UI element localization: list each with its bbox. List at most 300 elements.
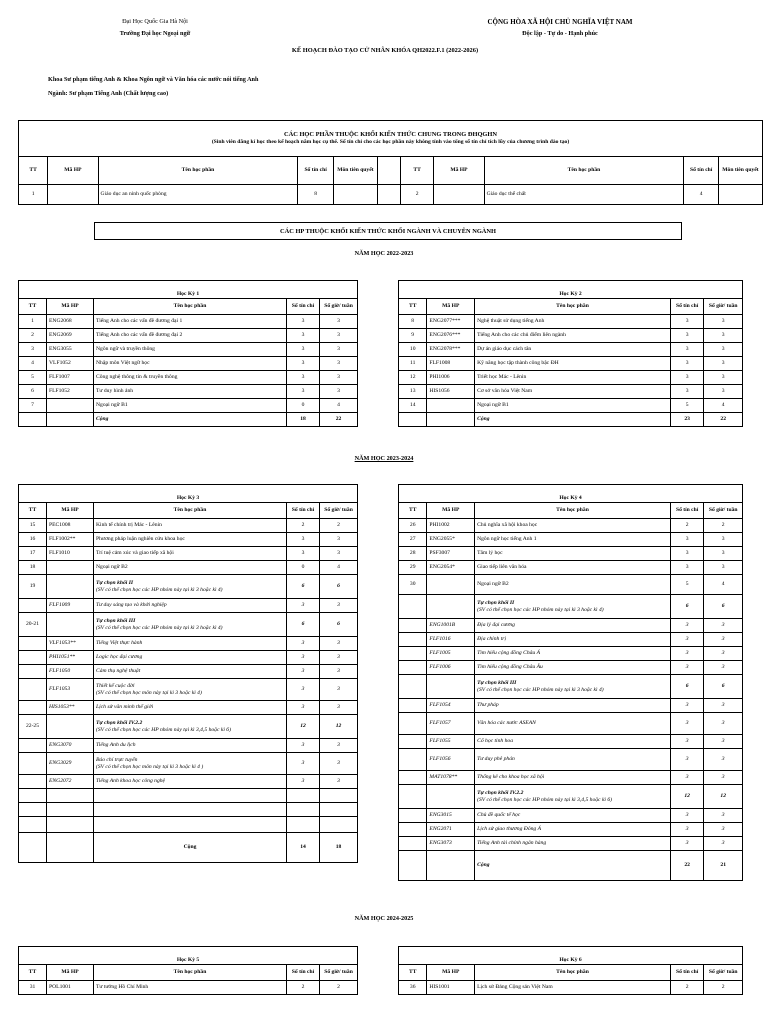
cell: 4 xyxy=(19,357,47,371)
sem1-title: Học Kỳ 1 xyxy=(19,281,358,299)
cell xyxy=(94,575,287,599)
cell: Tiếng Anh cho các chủ điểm liên ngành xyxy=(475,329,671,343)
group-note: (SV có thể chọn học các HP nhóm này tại kì 3 hoặc kì 4) xyxy=(96,624,223,631)
table-row xyxy=(19,817,358,833)
table-row xyxy=(19,575,358,599)
cell: 3 xyxy=(670,771,703,785)
cell: PHI1002 xyxy=(427,519,475,533)
cell: 0 xyxy=(287,561,320,575)
cell: 3 xyxy=(704,699,743,713)
table-row xyxy=(399,561,743,575)
header-cell: Số tín chỉ xyxy=(287,965,320,981)
cell xyxy=(399,771,427,785)
cell: 3 xyxy=(670,315,703,329)
cell xyxy=(399,735,427,749)
cell xyxy=(287,789,320,803)
cell: 5 xyxy=(19,371,47,385)
total-cell xyxy=(19,833,47,863)
table-row xyxy=(19,679,358,701)
cell: ENG3029 xyxy=(47,753,94,775)
cell: Cảm thụ nghệ thuật xyxy=(94,665,287,679)
cell xyxy=(47,803,94,817)
cell: FLF1056 xyxy=(427,749,475,771)
cell: ENG2054* xyxy=(427,561,475,575)
cell xyxy=(19,679,47,701)
cell: ENG2072 xyxy=(47,775,94,789)
cell xyxy=(377,185,400,205)
cell: 3 xyxy=(320,371,358,385)
header-cell: Tên học phần xyxy=(94,299,287,315)
sem5-title-row xyxy=(19,947,358,965)
cell xyxy=(19,775,47,789)
cell: Công nghệ thông tin & truyền thông xyxy=(94,371,287,385)
cell xyxy=(399,837,427,851)
cell: 3 xyxy=(287,533,320,547)
cell: FLF1052 xyxy=(47,385,94,399)
cell: 3 xyxy=(704,385,743,399)
header-cell: Số tín chỉ xyxy=(287,503,320,519)
country-name: CỘNG HÒA XÃ HỘI CHỦ NGHĨA VIỆT NAM xyxy=(487,18,633,26)
total-cell: Cộng xyxy=(475,851,671,881)
cell: ENG2055* xyxy=(427,533,475,547)
cell: 10 xyxy=(399,343,427,357)
cell: Tiếng Anh cho các vấn đề đương đại 2 xyxy=(94,329,287,343)
table-row xyxy=(19,739,358,753)
cell: 3 xyxy=(670,647,703,661)
cell: 2 xyxy=(320,981,358,995)
cell: 12 xyxy=(704,785,743,809)
cell: Ngoại ngữ B1 xyxy=(94,399,287,413)
total-cell xyxy=(427,851,475,881)
cell xyxy=(19,599,47,613)
cell xyxy=(434,185,484,205)
cell xyxy=(19,817,47,833)
table-row xyxy=(19,599,358,613)
cell: Chủ nghĩa xã hội khoa học xyxy=(475,519,671,533)
cell: 3 xyxy=(320,385,358,399)
cell: Logic học đại cương xyxy=(94,651,287,665)
cell: 5 xyxy=(670,399,703,413)
cell: VLF1053** xyxy=(47,637,94,651)
cell xyxy=(427,785,475,809)
header-cell: Tên học phần xyxy=(94,503,287,519)
table-row xyxy=(399,735,743,749)
cell: Tìm hiểu cộng đồng Châu Âu xyxy=(475,661,671,675)
cell: 3 xyxy=(704,343,743,357)
header-cell: TT xyxy=(399,299,427,315)
cell: Nhập môn Việt ngữ học xyxy=(94,357,287,371)
cell: 3 xyxy=(670,809,703,823)
cell xyxy=(287,803,320,817)
table-row xyxy=(399,357,743,371)
cell: Tư duy phê phán xyxy=(475,749,671,771)
table-row xyxy=(399,575,743,595)
table-row xyxy=(399,519,743,533)
table-row xyxy=(399,547,743,561)
cell: 28 xyxy=(399,547,427,561)
cell: 26 xyxy=(399,519,427,533)
group-title: Tự chọn khối IV.2.2 xyxy=(477,790,524,797)
cell xyxy=(94,679,287,701)
cell: Giáo dục an ninh quốc phòng xyxy=(98,185,298,205)
header-cell: Tên học phần xyxy=(98,157,298,185)
table-row xyxy=(399,595,743,619)
header-cell: Mã HP xyxy=(48,157,98,185)
table-row xyxy=(19,561,358,575)
cell: ENG2078*** xyxy=(427,343,475,357)
header-cell: TT xyxy=(19,299,47,315)
cell xyxy=(94,753,287,775)
cell: 3 xyxy=(670,619,703,633)
cell: Cơ sở văn hóa Việt Nam xyxy=(475,385,671,399)
cell: 22-25 xyxy=(19,715,47,739)
table-row xyxy=(399,633,743,647)
table-row xyxy=(19,399,358,413)
table-row xyxy=(399,371,743,385)
cell: Tiếng Anh tài chính ngân hàng xyxy=(475,837,671,851)
cell: Văn hóa các nước ASEAN xyxy=(475,713,671,735)
cell xyxy=(47,789,94,803)
total-cell: Cộng xyxy=(475,413,671,427)
cell: 6 xyxy=(670,675,703,699)
cell: Giao tiếp liên văn hóa xyxy=(475,561,671,575)
cell: 3 xyxy=(670,547,703,561)
cell: 4 xyxy=(704,399,743,413)
header-cell: TT xyxy=(19,965,47,981)
cell: 3 xyxy=(287,385,320,399)
header-cell: Số tín chỉ xyxy=(670,503,703,519)
table-row xyxy=(19,715,358,739)
cell: 2 xyxy=(400,185,433,205)
table-row xyxy=(399,981,743,995)
cell: 3 xyxy=(320,329,358,343)
cell: 3 xyxy=(320,357,358,371)
cell xyxy=(94,613,287,637)
general-block-title: CÁC HỌC PHẦN THUỘC KHỐI KIẾN THỨC CHUNG TRONG ĐHQGHN xyxy=(284,131,497,139)
cell: 3 xyxy=(287,679,320,701)
cell: ENG2068 xyxy=(47,315,94,329)
cell: ENG2069 xyxy=(47,329,94,343)
sem2-title-row xyxy=(399,281,743,299)
cell: VLF1052 xyxy=(47,357,94,371)
cell: Kỹ năng học tập thành công bậc ĐH xyxy=(475,357,671,371)
cell: 9 xyxy=(399,329,427,343)
cell: 3 xyxy=(670,385,703,399)
cell: 5 xyxy=(670,575,703,595)
cell: Tư duy sáng tạo và khởi nghiệp xyxy=(94,599,287,613)
cell: FLF1050 xyxy=(47,665,94,679)
cell: Chủ đề quốc tế học xyxy=(475,809,671,823)
table-row xyxy=(19,533,358,547)
cell xyxy=(399,749,427,771)
cell: 3 xyxy=(670,533,703,547)
table-row xyxy=(399,699,743,713)
table-row xyxy=(399,343,743,357)
cell xyxy=(399,699,427,713)
header-cell: Mã HP xyxy=(427,299,475,315)
cell: 6 xyxy=(704,595,743,619)
cell: Tâm lý học xyxy=(475,547,671,561)
course-note: (SV có thể chọn học môn này tại kì 3 hoặc kì 4 ) xyxy=(96,763,204,770)
sem6-title: Học Kỳ 6 xyxy=(399,947,743,965)
cell xyxy=(333,185,377,205)
faculty-line: Khoa Sư phạm tiếng Anh & Khoa Ngôn ngữ và Văn hóa các nước nói tiếng Anh xyxy=(48,76,259,83)
table-row xyxy=(399,823,743,837)
sem3-header-row xyxy=(19,503,358,519)
sem5-header-row xyxy=(19,965,358,981)
group-title: Tự chọn khối IV.2.2 xyxy=(96,720,143,727)
header-cell: Số tín chỉ xyxy=(287,299,320,315)
cell xyxy=(19,739,47,753)
cell: 4 xyxy=(320,399,358,413)
cell: Ngôn ngữ học tiếng Anh 1 xyxy=(475,533,671,547)
cell: Dự án giáo dục cách tân xyxy=(475,343,671,357)
cell: 3 xyxy=(287,599,320,613)
cell: ENG2076*** xyxy=(427,329,475,343)
spacer-cell xyxy=(377,157,400,185)
table-row xyxy=(19,651,358,665)
cell: Triết học Mác - Lênin xyxy=(475,371,671,385)
cell: 15 xyxy=(19,519,47,533)
table-row xyxy=(19,701,358,715)
cell: 3 xyxy=(287,701,320,715)
cell: 6 xyxy=(320,575,358,599)
cell: Tư tưởng Hồ Chí Minh xyxy=(94,981,287,995)
cell xyxy=(320,803,358,817)
cell: 3 xyxy=(670,749,703,771)
table-row xyxy=(399,315,743,329)
cell: 11 xyxy=(399,357,427,371)
cell xyxy=(427,675,475,699)
table-row xyxy=(19,343,358,357)
course-note: (SV có thể chọn học môn này tại kì 3 hoặc kì 4) xyxy=(96,689,202,696)
cell: 16 xyxy=(19,533,47,547)
cell: FLF1009 xyxy=(47,599,94,613)
table-row xyxy=(19,547,358,561)
cell: 18 xyxy=(19,561,47,575)
year-title-2022: NĂM HỌC 2022-2023 xyxy=(354,250,414,257)
cell xyxy=(94,789,287,803)
cell: 4 xyxy=(320,561,358,575)
cell: 3 xyxy=(670,343,703,357)
sem3-title: Học Kỳ 3 xyxy=(19,485,358,503)
header-cell: Mã HP xyxy=(47,965,94,981)
cell: HIS1001 xyxy=(427,981,475,995)
cell: Thư pháp xyxy=(475,699,671,713)
total-cell xyxy=(427,413,475,427)
cell: Nghệ thuật sử dụng tiếng Anh xyxy=(475,315,671,329)
cell xyxy=(19,753,47,775)
sem5-table xyxy=(18,946,358,995)
table-row xyxy=(399,385,743,399)
cell: 3 xyxy=(320,701,358,715)
header-cell: Tên học phần xyxy=(94,965,287,981)
cell: ENG3015 xyxy=(427,809,475,823)
cell xyxy=(475,595,671,619)
cell xyxy=(399,661,427,675)
cell: ENG3070 xyxy=(47,739,94,753)
cell: Giáo dục thể chất xyxy=(484,185,684,205)
cell: FLF1008 xyxy=(427,357,475,371)
total-cell: Cộng xyxy=(94,833,287,863)
total-cell xyxy=(399,413,427,427)
cell xyxy=(320,789,358,803)
group-note: (SV có thể chọn học các HP nhóm này tại kì 3,4,5 hoặc kì 6) xyxy=(477,796,613,803)
cell: FLF1002** xyxy=(47,533,94,547)
cell xyxy=(19,701,47,715)
cell xyxy=(427,575,475,595)
cell: 14 xyxy=(399,399,427,413)
cell: ENG3055 xyxy=(47,343,94,357)
header-cell: Số tín chỉ xyxy=(684,157,719,185)
cell: 3 xyxy=(704,647,743,661)
header-cell: Tên học phần xyxy=(475,299,671,315)
group-note: (SV có thể chọn học các HP nhóm này tại kì 3 hoặc kì 4) xyxy=(96,586,223,593)
document-title: KẾ HOẠCH ĐÀO TẠO CỬ NHÂN KHÓA QH2022.F.1 (2022-2026) xyxy=(291,47,479,54)
table-row xyxy=(19,613,358,637)
total-cell: 18 xyxy=(320,833,358,863)
table-row xyxy=(19,315,358,329)
cell xyxy=(399,785,427,809)
general-block-note: (Sinh viên đăng kí học theo kế hoạch năm học cụ thể. Số tín chỉ cho các học phần này không tính vào tổng số tín chỉ tích lũy của chương trình đào tạo) xyxy=(211,138,570,145)
cell: MAT1078** xyxy=(427,771,475,785)
cell: 2 xyxy=(287,519,320,533)
total-cell xyxy=(47,413,94,427)
school-name: Trường Đại học Ngoại ngữ xyxy=(119,30,191,37)
table-row xyxy=(19,329,358,343)
total-cell: 23 xyxy=(670,413,703,427)
cell: Phương pháp luận nghiên cứu khoa học xyxy=(94,533,287,547)
table-row xyxy=(399,619,743,633)
cell xyxy=(427,399,475,413)
header-cell: Mã HP xyxy=(427,965,475,981)
course-name: Báo chí trực tuyến xyxy=(96,757,138,764)
course-name: Thiết kế cuộc đời xyxy=(96,683,135,690)
table-row xyxy=(19,803,358,817)
cell: 3 xyxy=(670,561,703,575)
cell: 3 xyxy=(670,357,703,371)
header-cell: TT xyxy=(399,965,427,981)
group-title: Tự chọn khối II xyxy=(477,600,515,607)
header-cell: Số giờ/ tuần xyxy=(704,503,743,519)
sem2-table xyxy=(398,280,743,427)
cell: Ngôn ngữ và truyền thông xyxy=(94,343,287,357)
cell: Tiếng Anh du lịch xyxy=(94,739,287,753)
cell: FLF1007 xyxy=(47,371,94,385)
cell: FLF1005 xyxy=(427,647,475,661)
header-cell: TT xyxy=(400,157,433,185)
cell: 6 xyxy=(287,613,320,637)
cell: Lịch sử Đảng Cộng sản Việt Nam xyxy=(475,981,671,995)
cell: 3 xyxy=(670,329,703,343)
cell: Địa lý đại cương xyxy=(475,619,671,633)
table-row xyxy=(399,661,743,675)
header-cell: TT xyxy=(19,503,47,519)
table-row xyxy=(19,357,358,371)
cell xyxy=(47,399,94,413)
cell: 3 xyxy=(320,637,358,651)
cell: 2 xyxy=(704,519,743,533)
cell xyxy=(94,803,287,817)
table-row xyxy=(399,809,743,823)
cell: 3 xyxy=(704,771,743,785)
header-cell: Mã HP xyxy=(47,299,94,315)
table-row xyxy=(399,837,743,851)
cell: Tiếng Việt thực hành xyxy=(94,637,287,651)
cell: 29 xyxy=(399,561,427,575)
cell: 3 xyxy=(287,753,320,775)
cell: 3 xyxy=(704,809,743,823)
header-cell: Số tín chỉ xyxy=(670,965,703,981)
cell: 2 xyxy=(320,519,358,533)
total-cell xyxy=(47,833,94,863)
total-cell: Cộng xyxy=(94,413,287,427)
sem3-total-row xyxy=(19,833,358,863)
cell: ENG3073 xyxy=(427,837,475,851)
table-row xyxy=(19,385,358,399)
table-row xyxy=(399,785,743,809)
table-row xyxy=(399,713,743,735)
cell: 3 xyxy=(670,837,703,851)
cell: Lịch sử giao thương Đông Á xyxy=(475,823,671,837)
cell: ENG2071 xyxy=(427,823,475,837)
general-row xyxy=(19,185,763,205)
header-cell: Mã HP xyxy=(47,503,94,519)
cell: 6 xyxy=(287,575,320,599)
cell: Tiếng Anh khoa học công nghệ xyxy=(94,775,287,789)
table-row xyxy=(19,981,358,995)
cell: 3 xyxy=(670,735,703,749)
cell: 3 xyxy=(704,547,743,561)
sem4-title: Học Kỳ 4 xyxy=(399,485,743,503)
cell xyxy=(718,185,762,205)
header-cell: TT xyxy=(399,503,427,519)
cell: 3 xyxy=(704,661,743,675)
table-row xyxy=(399,399,743,413)
cell: 3 xyxy=(704,633,743,647)
cell: 36 xyxy=(399,981,427,995)
cell: 8 xyxy=(298,185,334,205)
cell xyxy=(399,823,427,837)
cell: FLF1057 xyxy=(427,713,475,735)
sem5-title: Học Kỳ 5 xyxy=(19,947,358,965)
table-row xyxy=(19,519,358,533)
cell: 3 xyxy=(320,753,358,775)
cell: 3 xyxy=(704,329,743,343)
cell: 3 xyxy=(287,329,320,343)
cell: 3 xyxy=(287,665,320,679)
cell: 3 xyxy=(670,823,703,837)
cell: 1 xyxy=(19,185,48,205)
cell: 6 xyxy=(704,675,743,699)
cell: 6 xyxy=(320,613,358,637)
sem1-header-row xyxy=(19,299,358,315)
header-cell: Môn tiên quyết xyxy=(333,157,377,185)
cell: Lịch sử văn minh thế giới xyxy=(94,701,287,715)
cell: 2 xyxy=(287,981,320,995)
cell: 3 xyxy=(704,357,743,371)
general-courses-table xyxy=(18,120,763,205)
cell: 3 xyxy=(704,713,743,735)
cell: 3 xyxy=(704,561,743,575)
group-note: (SV có thể chọn học các HP nhóm này tại kì 3,4,5 hoặc kì 6) xyxy=(96,726,231,733)
cell: 3 xyxy=(670,713,703,735)
cell xyxy=(287,817,320,833)
cell: 3 xyxy=(704,371,743,385)
cell xyxy=(399,633,427,647)
sem1-title-row xyxy=(19,281,358,299)
cell: 3 xyxy=(320,547,358,561)
